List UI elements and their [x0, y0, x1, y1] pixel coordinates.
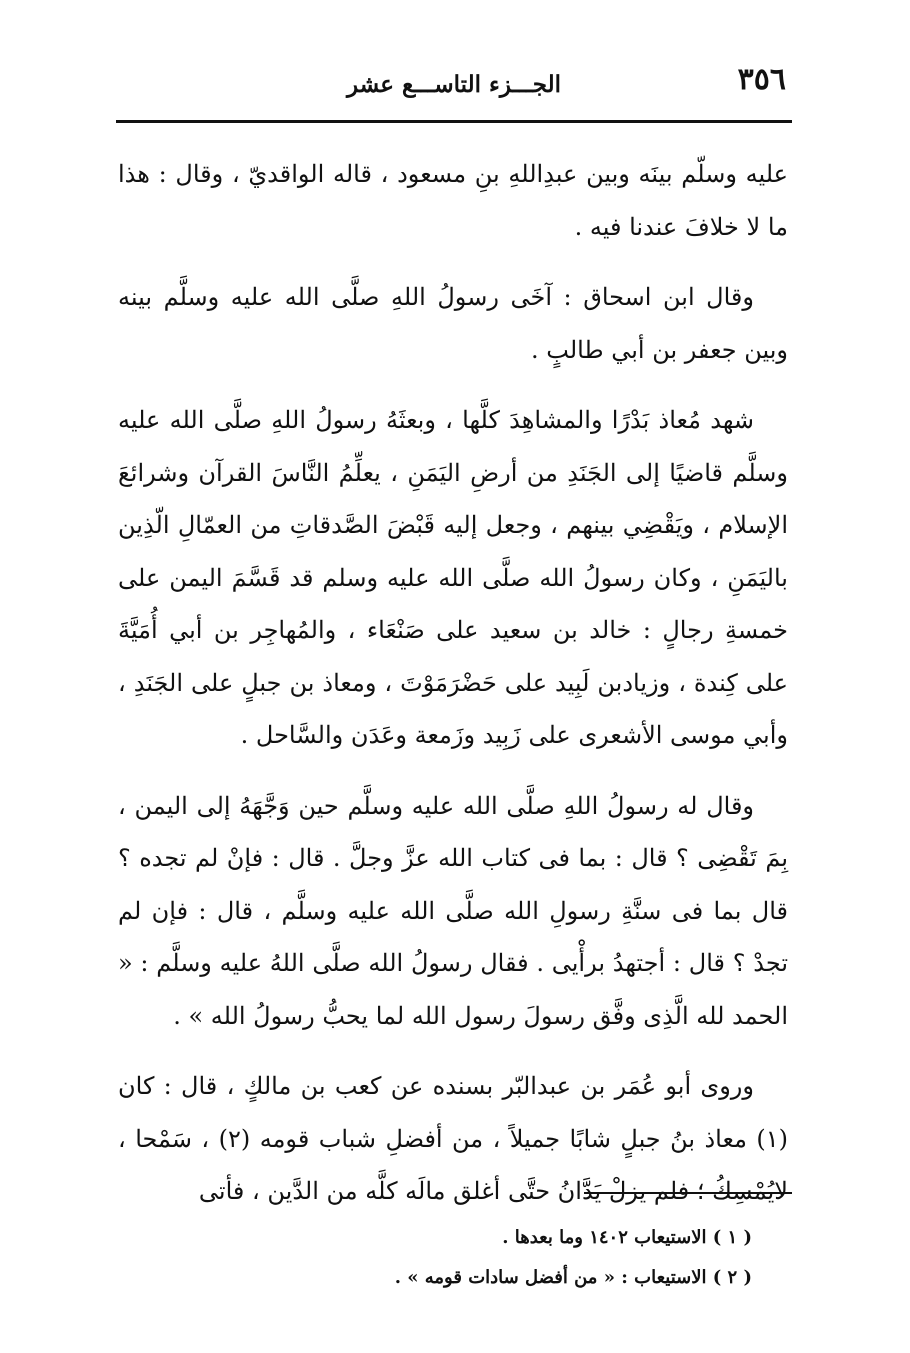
footnotes: [192, 1218, 752, 1298]
paragraph-text: عليه وسلّم بينَه وبين عبدِاللهِ بنِ مسعود ، قاله الواقديّ ، وقال : هذا ما لا خلافَ عندنا فيه .: [118, 160, 788, 241]
paragraph-1: [118, 148, 788, 253]
paragraph-text: وقال ابن اسحاق : آخَى رسولُ اللهِ صلَّى الله عليه وسلَّم بينه وبين جعفر بن أبي طالبٍ .: [118, 283, 788, 364]
footnote-2: ( ٢ ) الاستيعاب : « من أفضل سادات قومه » .: [394, 1267, 752, 1288]
paragraph-text: وقال له رسولُ اللهِ صلَّى الله عليه وسلَّم حين وَجَّهَهُ إلى اليمن ، بِمَ تَقْضِى ؟ قال : بما فى كتاب الله عزَّ وجلَّ . قال : فإنْ لم تجده ؟ قال بما فى سنَّةِ رسولِ الله صلَّى الله عليه وسلَّم ، قال : فإن لم تجدْ ؟ قال : أجتهدُ برأْيى . فقال رسولُ الله صلَّى اللهُ عليه وسلَّم : « الحمد لله الَّذِى وفَّق رسولَ رسول الله لما يحبُّ رسولُ الله » .: [118, 791, 789, 1030]
paragraph-text: شهد مُعاذ بَدْرًا والمشاهِدَ كلَّها ، وبعثَهُ رسولُ اللهِ صلَّى الله عليه وسلَّم قاضيًا إلى الجَنَدِ من أرضِ اليَمَنِ ، يعلِّمُ النَّاسَ القرآن وشرائعَ الإسلام ، ويَقْضِي بينهم ، وجعل إليه قَبْضَ الصَّدقاتِ من العمّالِ الّذِين باليَمَنِ ، وكان رسولُ الله صلَّى الله عليه وسلم قد قَسَّمَ اليمن على خمسةِ رجالٍ : خالد بن سعيد على صَنْعَاء ، والمُهاجِر بن أبي أُمَيَّةَ على كِندة ، وزيادبن لَبِيد على حَضْرَمَوْتَ ، ومعاذ بن جبلٍ على الجَنَدِ ، وأبي موسى الأشعرى على زَبِيد وزَمعة وعَدَن والسَّاحل .: [118, 406, 788, 749]
paragraph-3: [118, 394, 788, 762]
paragraph-2: [118, 271, 788, 376]
main-text: [118, 148, 788, 1218]
page-header: [116, 62, 792, 120]
paragraph-text: وروى أبو عُمَر بن عبدالبّر بسنده عن كعب بن مالكٍ ، قال : كان (١) معاذ بنُ جبلٍ شابًا جميلاً ، من أفضلِ شباب قومه (٢) ، سَمْحا ، لايُمْسِكُ ؛ فلم يزلْ يَدَّانُ حتَّى أغلق مالَه كلَّه من الدَّين ، فأتى: [118, 1072, 788, 1205]
running-title: الجـــزء التاســـع عشر: [347, 71, 561, 98]
page-number: ٣٥٦: [737, 62, 786, 97]
footnote-1: ( ١ ) الاستيعاب ١٤٠٢ وما بعدها .: [502, 1227, 752, 1248]
footnote-rule: [584, 1192, 792, 1194]
paragraph-4: [118, 780, 788, 1043]
header-rule: [116, 120, 792, 123]
